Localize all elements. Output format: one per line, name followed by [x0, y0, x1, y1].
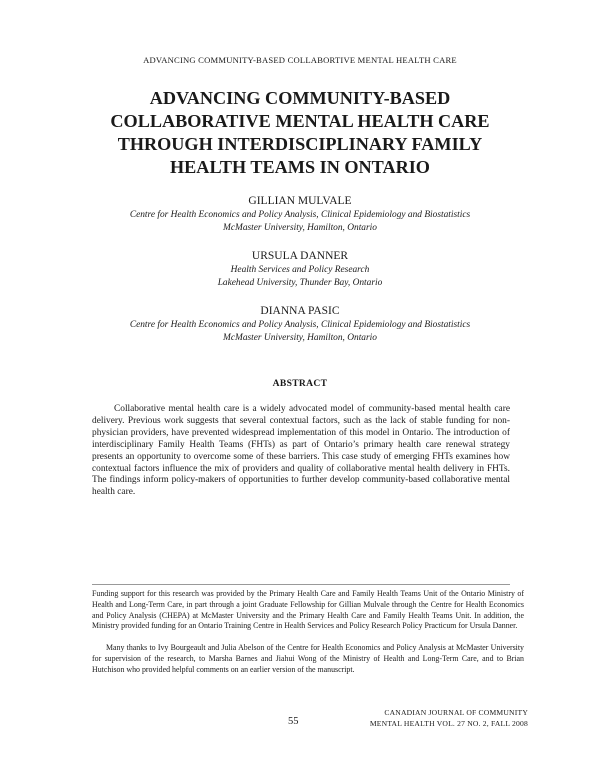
title-line-2: COLLABORATIVE MENTAL HEALTH CARE	[110, 111, 490, 131]
abstract-heading: ABSTRACT	[272, 378, 328, 389]
author-affiliation: Centre for Health Economics and Policy Analysis, Clinical Epidemiology and Biostatistics	[129, 320, 471, 330]
author-affiliation: Centre for Health Economics and Policy Analysis, Clinical Epidemiology and Biostatistics	[129, 210, 471, 220]
journal-line-2: MENTAL HEALTH VOL. 27 NO. 2, FALL 2008	[369, 718, 528, 728]
title-line-3: THROUGH INTERDISCIPLINARY FAMILY	[117, 134, 483, 154]
page-number: 55	[288, 716, 299, 727]
footnote-funding: Funding support for this research was provided by the Primary Health Care and Family Health Teams Unit of the Ontario Ministry of Health and Long-Term Care, in part through a joint Graduate Fellowship for Gillian Mulvale through the Centre for Health Economics and Policy Analysis (CHEPA) at McMaster University and the Primary Health Care and Family Health Teams Unit. In addition, the Ministry provided funding for an Ontario Training Centre in Health Services and Policy Research Policy Practicum for Ursula Danner.	[92, 589, 524, 631]
author-name: DIANNA PASIC	[260, 305, 340, 317]
author-institution: McMaster University, Hamilton, Ontario	[223, 223, 377, 233]
running-head: ADVANCING COMMUNITY-BASED COLLABORTIVE MENTAL HEALTH CARE	[143, 55, 457, 65]
article-title	[60, 87, 540, 179]
abstract-text: Collaborative mental health care is a widely advocated model of community-based mental health care delivery. Previous work suggests that several contextual factors, such as the lack of stable funding for non-physician providers, have prevented widespread implementation of this model in Ontario. The introduction of interdisciplinary Family Health Teams (FHTs) as part of Ontario’s primary health care renewal strategy presents an opportunity to overcome some of these barriers. This case study of emerging FHTs examines how contextual factors influence the mix of providers and quality of collaborative mental health delivery in FHTs. The findings inform policy-makers of opportunities to further develop community-based collaborative mental health care.	[92, 404, 510, 498]
footnote-acknowledgements: Many thanks to Ivy Bourgeault and Julia Abelson of the Centre for Health Economics and Policy Analysis at McMaster University for supervision of the research, to Marsha Barnes and Jiahui Wong of the Ministry of Health and Long-Term Care, and to Brian Hutchison who provided helpful comments on an earlier version of the manuscript.	[92, 643, 524, 674]
author-institution: McMaster University, Hamilton, Ontario	[223, 333, 377, 343]
author-name: GILLIAN MULVALE	[248, 195, 352, 207]
footnote-divider	[92, 584, 510, 585]
title-line-1: ADVANCING COMMUNITY-BASED	[149, 88, 451, 108]
title-line-4: HEALTH TEAMS IN ONTARIO	[170, 157, 430, 177]
author-name: URSULA DANNER	[251, 250, 349, 262]
author-institution: Lakehead University, Thunder Bay, Ontario	[217, 278, 383, 288]
author-affiliation: Health Services and Policy Research	[230, 265, 370, 275]
journal-line-1: CANADIAN JOURNAL OF COMMUNITY	[384, 708, 528, 717]
journal-citation	[370, 708, 528, 729]
